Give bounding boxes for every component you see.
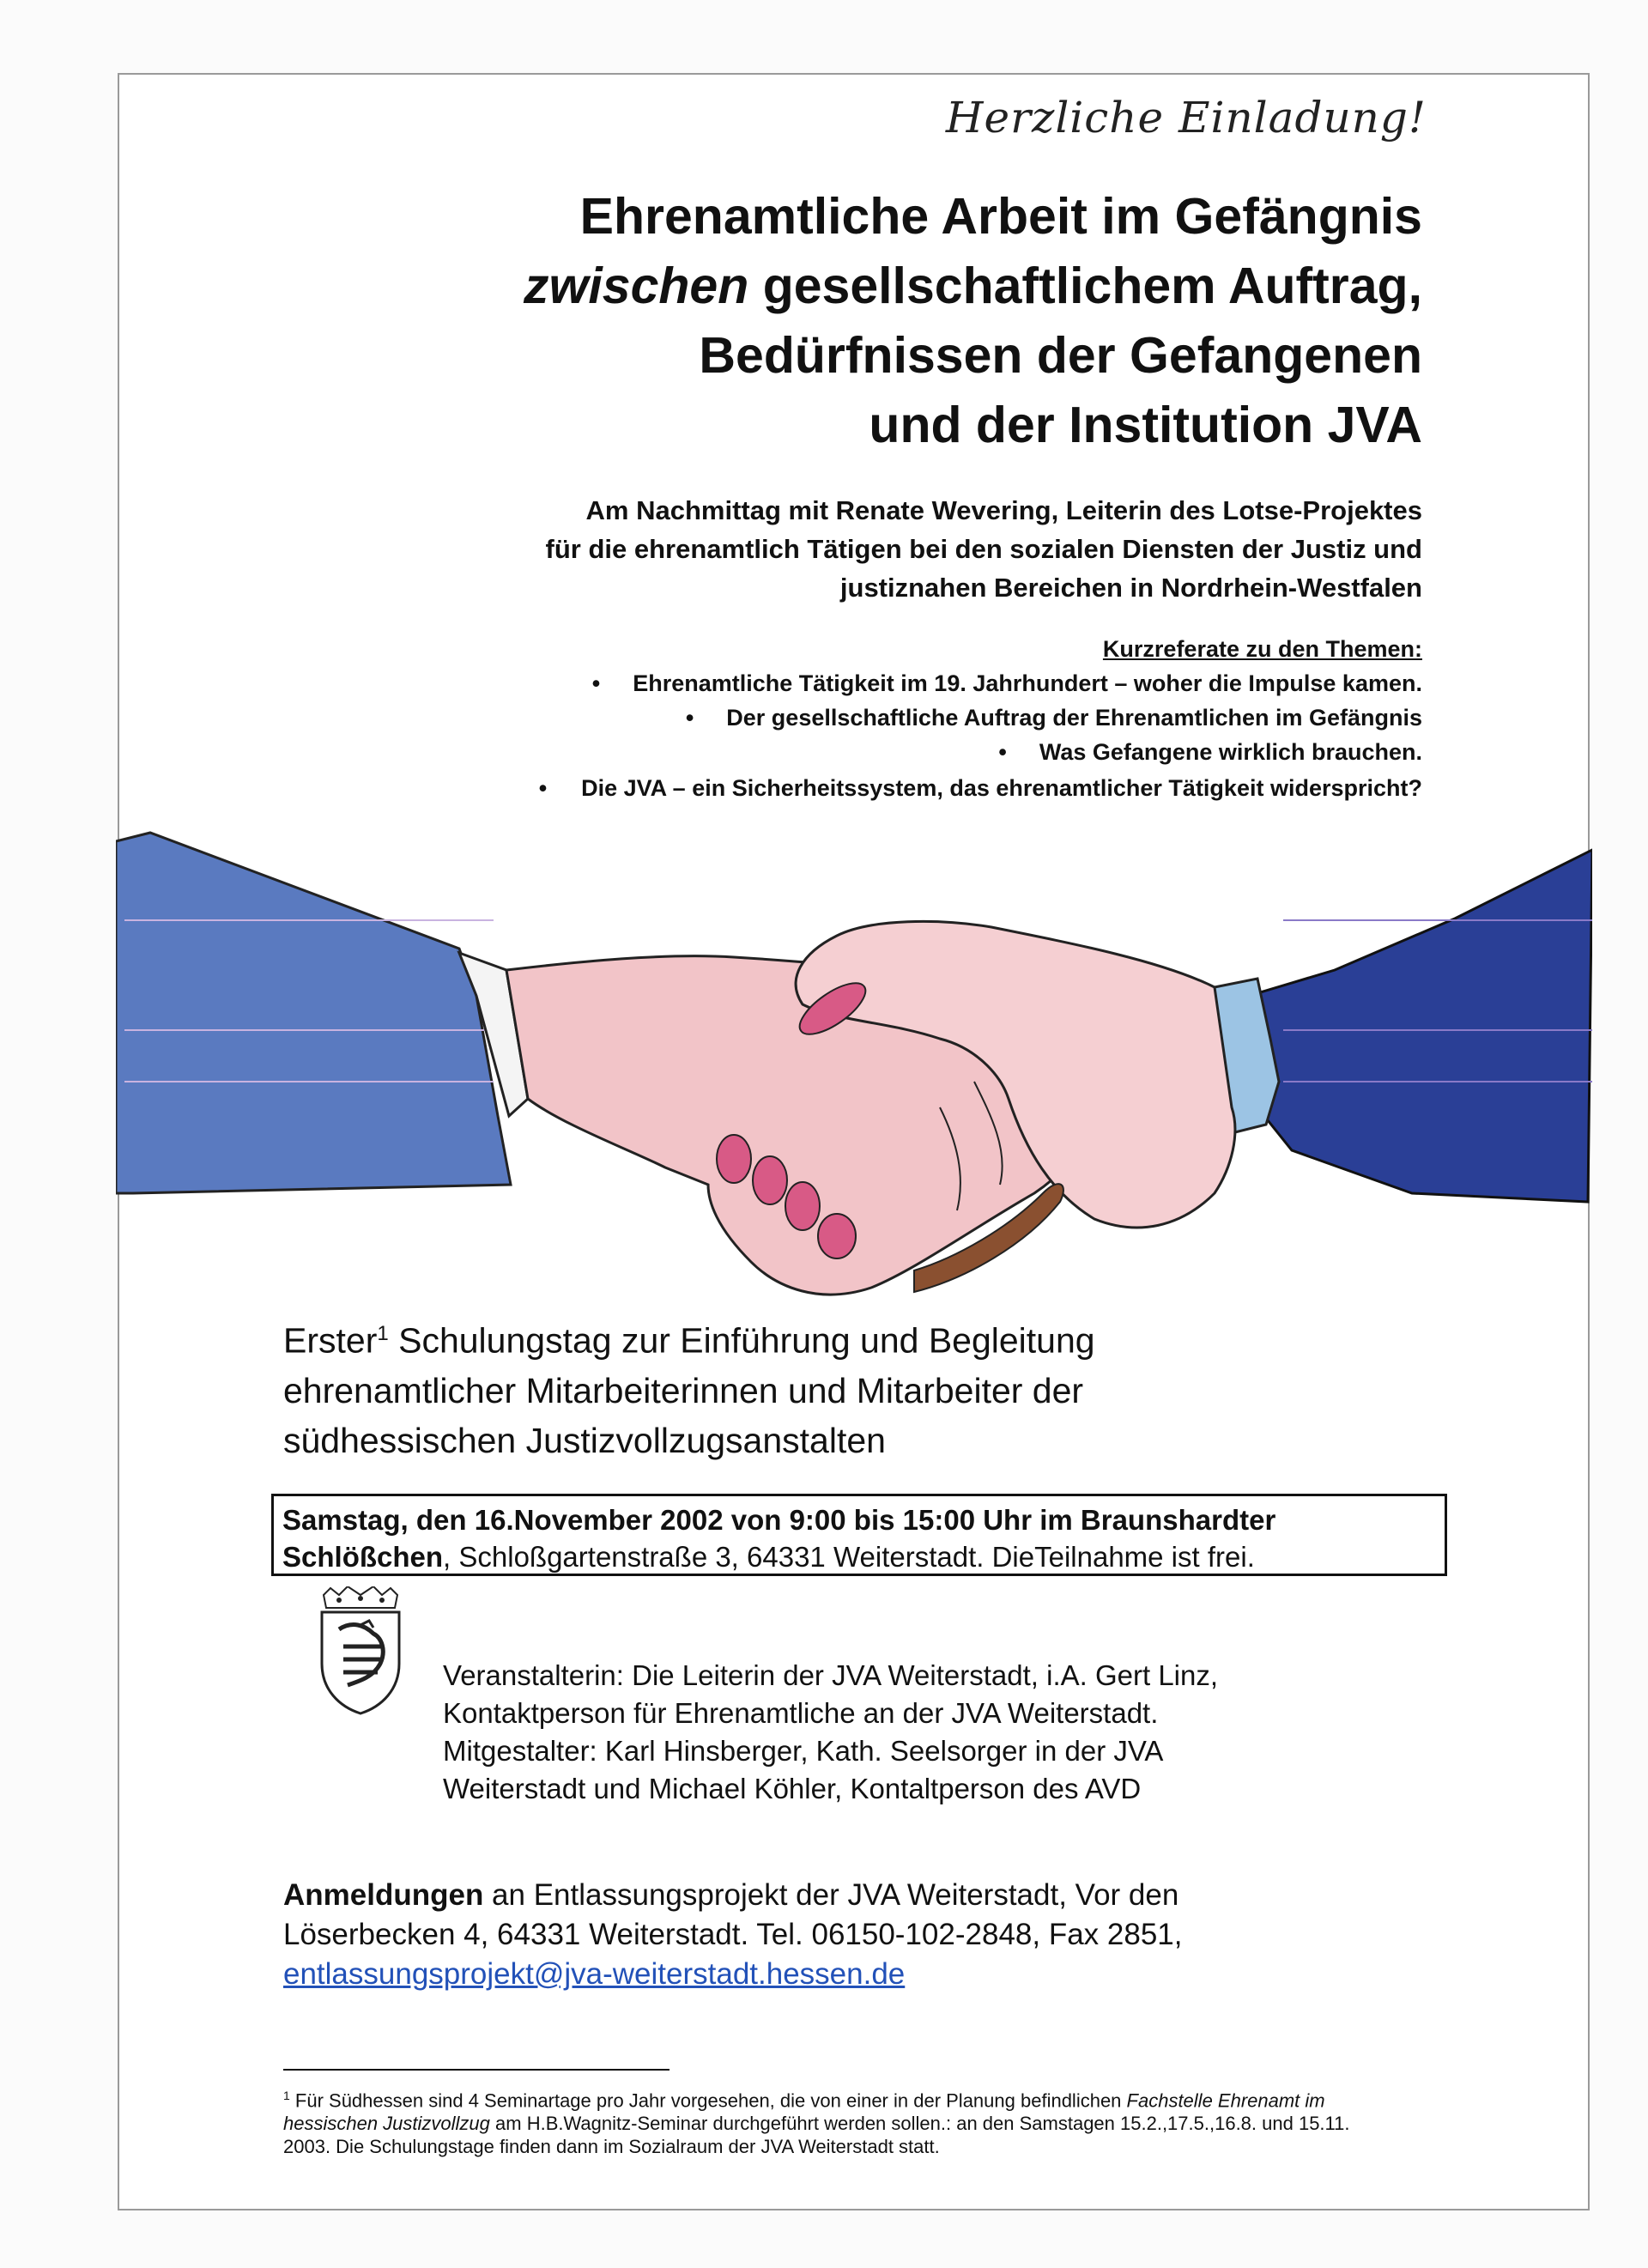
title-line-4: und der Institution JVA — [869, 397, 1422, 453]
organizer-line-3: Mitgestalter: Karl Hinsberger, Kath. Seelsorger in der JVA — [443, 1735, 1164, 1767]
footnote-text-2: am H.B.Wagnitz-Seminar durchgeführt werden sollen.: an den Samstagen 15.2.,17.5.,16.8. und 15.11. 2003. Die Schulungstage finden dann im Sozialraum der JVA Weiterstadt statt. — [283, 2113, 1350, 2158]
registration-line-1 — [283, 1876, 1182, 1915]
registration-line-1-rest: an Entlassungsprojekt der JVA Weiterstadt, Vor den — [483, 1878, 1179, 1912]
footnote-mark: 1 — [377, 1322, 389, 1345]
hessen-crest-icon — [313, 1586, 408, 1715]
training-line-2: ehrenamtlicher Mitarbeiterinnen und Mitarbeiter der — [283, 1370, 1084, 1410]
title-line-2 — [524, 252, 1422, 321]
topic-item — [539, 775, 1422, 802]
training-line-1 — [283, 1309, 1095, 1366]
handshake-illustration — [116, 824, 1592, 1305]
bullet-icon: • — [591, 670, 601, 696]
title-line-2-rest: gesellschaftlichem Auftrag, — [748, 258, 1422, 314]
organizer-line-1: Veranstalterin: Die Leiterin der JVA Weiterstadt, i.A. Gert Linz, — [443, 1659, 1219, 1691]
topics-heading: Kurzreferate zu den Themen: — [1102, 636, 1422, 662]
footnote-italic: Fachstelle Ehrenamt im hessischen Justizvollzug — [283, 2089, 1325, 2135]
topic-text: Ehrenamtliche Tätigkeit im 19. Jahrhundert – woher die Impulse kamen. — [633, 670, 1422, 696]
subtitle-line-2: für die ehrenamtlich Tätigen bei den sozialen Diensten der Justiz und — [545, 534, 1422, 564]
footnote-divider — [283, 2069, 670, 2071]
title-line-1: Ehrenamtliche Arbeit im Gefängnis — [579, 188, 1422, 245]
date-box — [271, 1494, 1447, 1576]
registration-info — [283, 1876, 1182, 1994]
left-sleeve — [116, 833, 511, 1193]
footnote — [283, 2084, 1399, 2158]
footnote-number: 1 — [283, 2089, 290, 2102]
organizer-line-2: Kontaktperson für Ehrenamtliche an der JVA Weiterstadt. — [443, 1697, 1159, 1729]
email-link[interactable]: entlassungsprojekt@jva-weiterstadt.hessen.de — [283, 1957, 906, 1991]
topic-item — [686, 705, 1422, 731]
greeting: Herzliche Einladung! — [945, 93, 1427, 143]
finger-nail — [753, 1156, 787, 1204]
bullet-icon: • — [685, 705, 694, 731]
finger-nail — [818, 1214, 856, 1258]
subtitle-line-3: justiznahen Bereichen in Nordrhein-Westfalen — [839, 573, 1422, 603]
training-line-3: südhessischen Justizvollzugsanstalten — [283, 1420, 886, 1460]
topic-text: Was Gefangene wirklich brauchen. — [1039, 739, 1422, 765]
training-first-word: Erster — [283, 1320, 378, 1361]
organizer-info — [443, 1657, 1218, 1808]
registration-label: Anmeldungen — [283, 1878, 484, 1912]
date-line: Samstag, den 16.November 2002 von 9:00 bis 15:00 Uhr im Braunshardter — [282, 1504, 1276, 1536]
subtitle-line-1: Am Nachmittag mit Renate Wevering, Leiterin des Lotse-Projektes — [585, 495, 1422, 525]
title-emphasis: zwischen — [523, 258, 749, 314]
right-sleeve — [1249, 850, 1592, 1202]
topic-text: Die JVA – ein Sicherheitssystem, das ehrenamtlicher Tätigkeit widerspricht? — [581, 775, 1422, 801]
topic-item — [592, 670, 1422, 697]
finger-nail — [717, 1135, 751, 1183]
subtitle — [546, 491, 1422, 607]
topic-item — [998, 739, 1422, 766]
page-title — [524, 182, 1422, 460]
training-line-1-rest: Schulungstag zur Einführung und Begleitung — [388, 1320, 1095, 1361]
training-description — [283, 1309, 1095, 1465]
footnote-text-1: Für Südhessen sind 4 Seminartage pro Jahr vorgesehen, die von einer in der Planung befindlichen — [289, 2089, 1127, 2112]
venue-line — [282, 1538, 1436, 1575]
venue-address: , Schloßgartenstraße 3, 64331 Weiterstadt. DieTeilnahme ist frei. — [443, 1541, 1255, 1573]
topic-text: Der gesellschaftliche Auftrag der Ehrenamtlichen im Gefängnis — [726, 705, 1422, 731]
registration-line-2: Löserbecken 4, 64331 Weiterstadt. Tel. 06150-102-2848, Fax 2851, — [283, 1918, 1183, 1951]
bullet-icon: • — [998, 739, 1007, 765]
title-line-3: Bedürfnissen der Gefangenen — [699, 327, 1422, 384]
finger-nail — [785, 1182, 820, 1230]
venue-name: Schlößchen — [282, 1541, 444, 1573]
bullet-icon: • — [538, 775, 548, 801]
organizer-line-4: Weiterstadt und Michael Köhler, Kontaltperson des AVD — [443, 1773, 1142, 1804]
